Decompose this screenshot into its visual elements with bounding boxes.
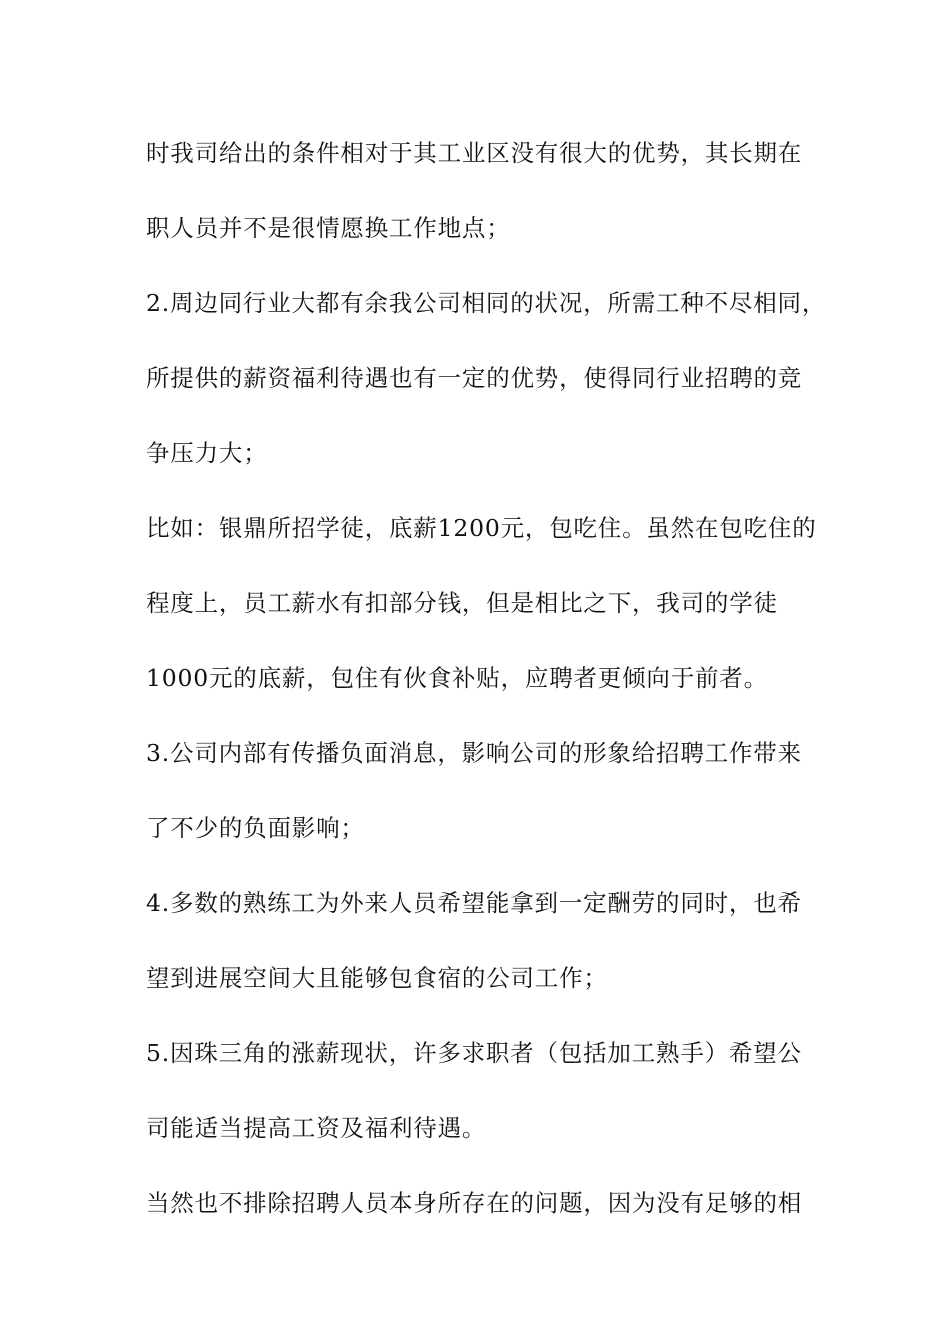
text-line: 争压力大； <box>146 439 268 467</box>
text-line: 3.公司内部有传播负面消息，影响公司的形象给招聘工作带来 <box>146 739 802 767</box>
text-line: 了不少的负面影响； <box>146 814 365 842</box>
text-line: 时我司给出的条件相对于其工业区没有很大的优势，其长期在 <box>146 139 803 167</box>
text-line: 职人员并不是很情愿换工作地点； <box>146 214 511 242</box>
text-line: 程度上，员工薪水有扣部分钱，但是相比之下，我司的学徒 <box>146 589 778 617</box>
text-line: 1000元的底薪，包住有伙食补贴，应聘者更倾向于前者。 <box>146 664 768 692</box>
text-line: 当然也不排除招聘人员本身所存在的问题，因为没有足够的相 <box>146 1189 803 1217</box>
text-line: 2.周边同行业大都有余我公司相同的状况，所需工种不尽相同， <box>146 289 827 317</box>
text-line: 所提供的薪资福利待遇也有一定的优势，使得同行业招聘的竞 <box>146 364 803 392</box>
text-line: 5.因珠三角的涨薪现状，许多求职者（包括加工熟手）希望公 <box>146 1039 802 1067</box>
document-body <box>146 130 827 1255</box>
text-line: 望到进展空间大且能够包食宿的公司工作； <box>146 964 608 992</box>
text-line: 比如：银鼎所招学徒，底薪1200元，包吃住。虽然在包吃住的 <box>146 514 817 542</box>
text-line: 司能适当提高工资及福利待遇。 <box>146 1114 487 1142</box>
text-line: 4.多数的熟练工为外来人员希望能拿到一定酬劳的同时，也希 <box>146 889 802 917</box>
